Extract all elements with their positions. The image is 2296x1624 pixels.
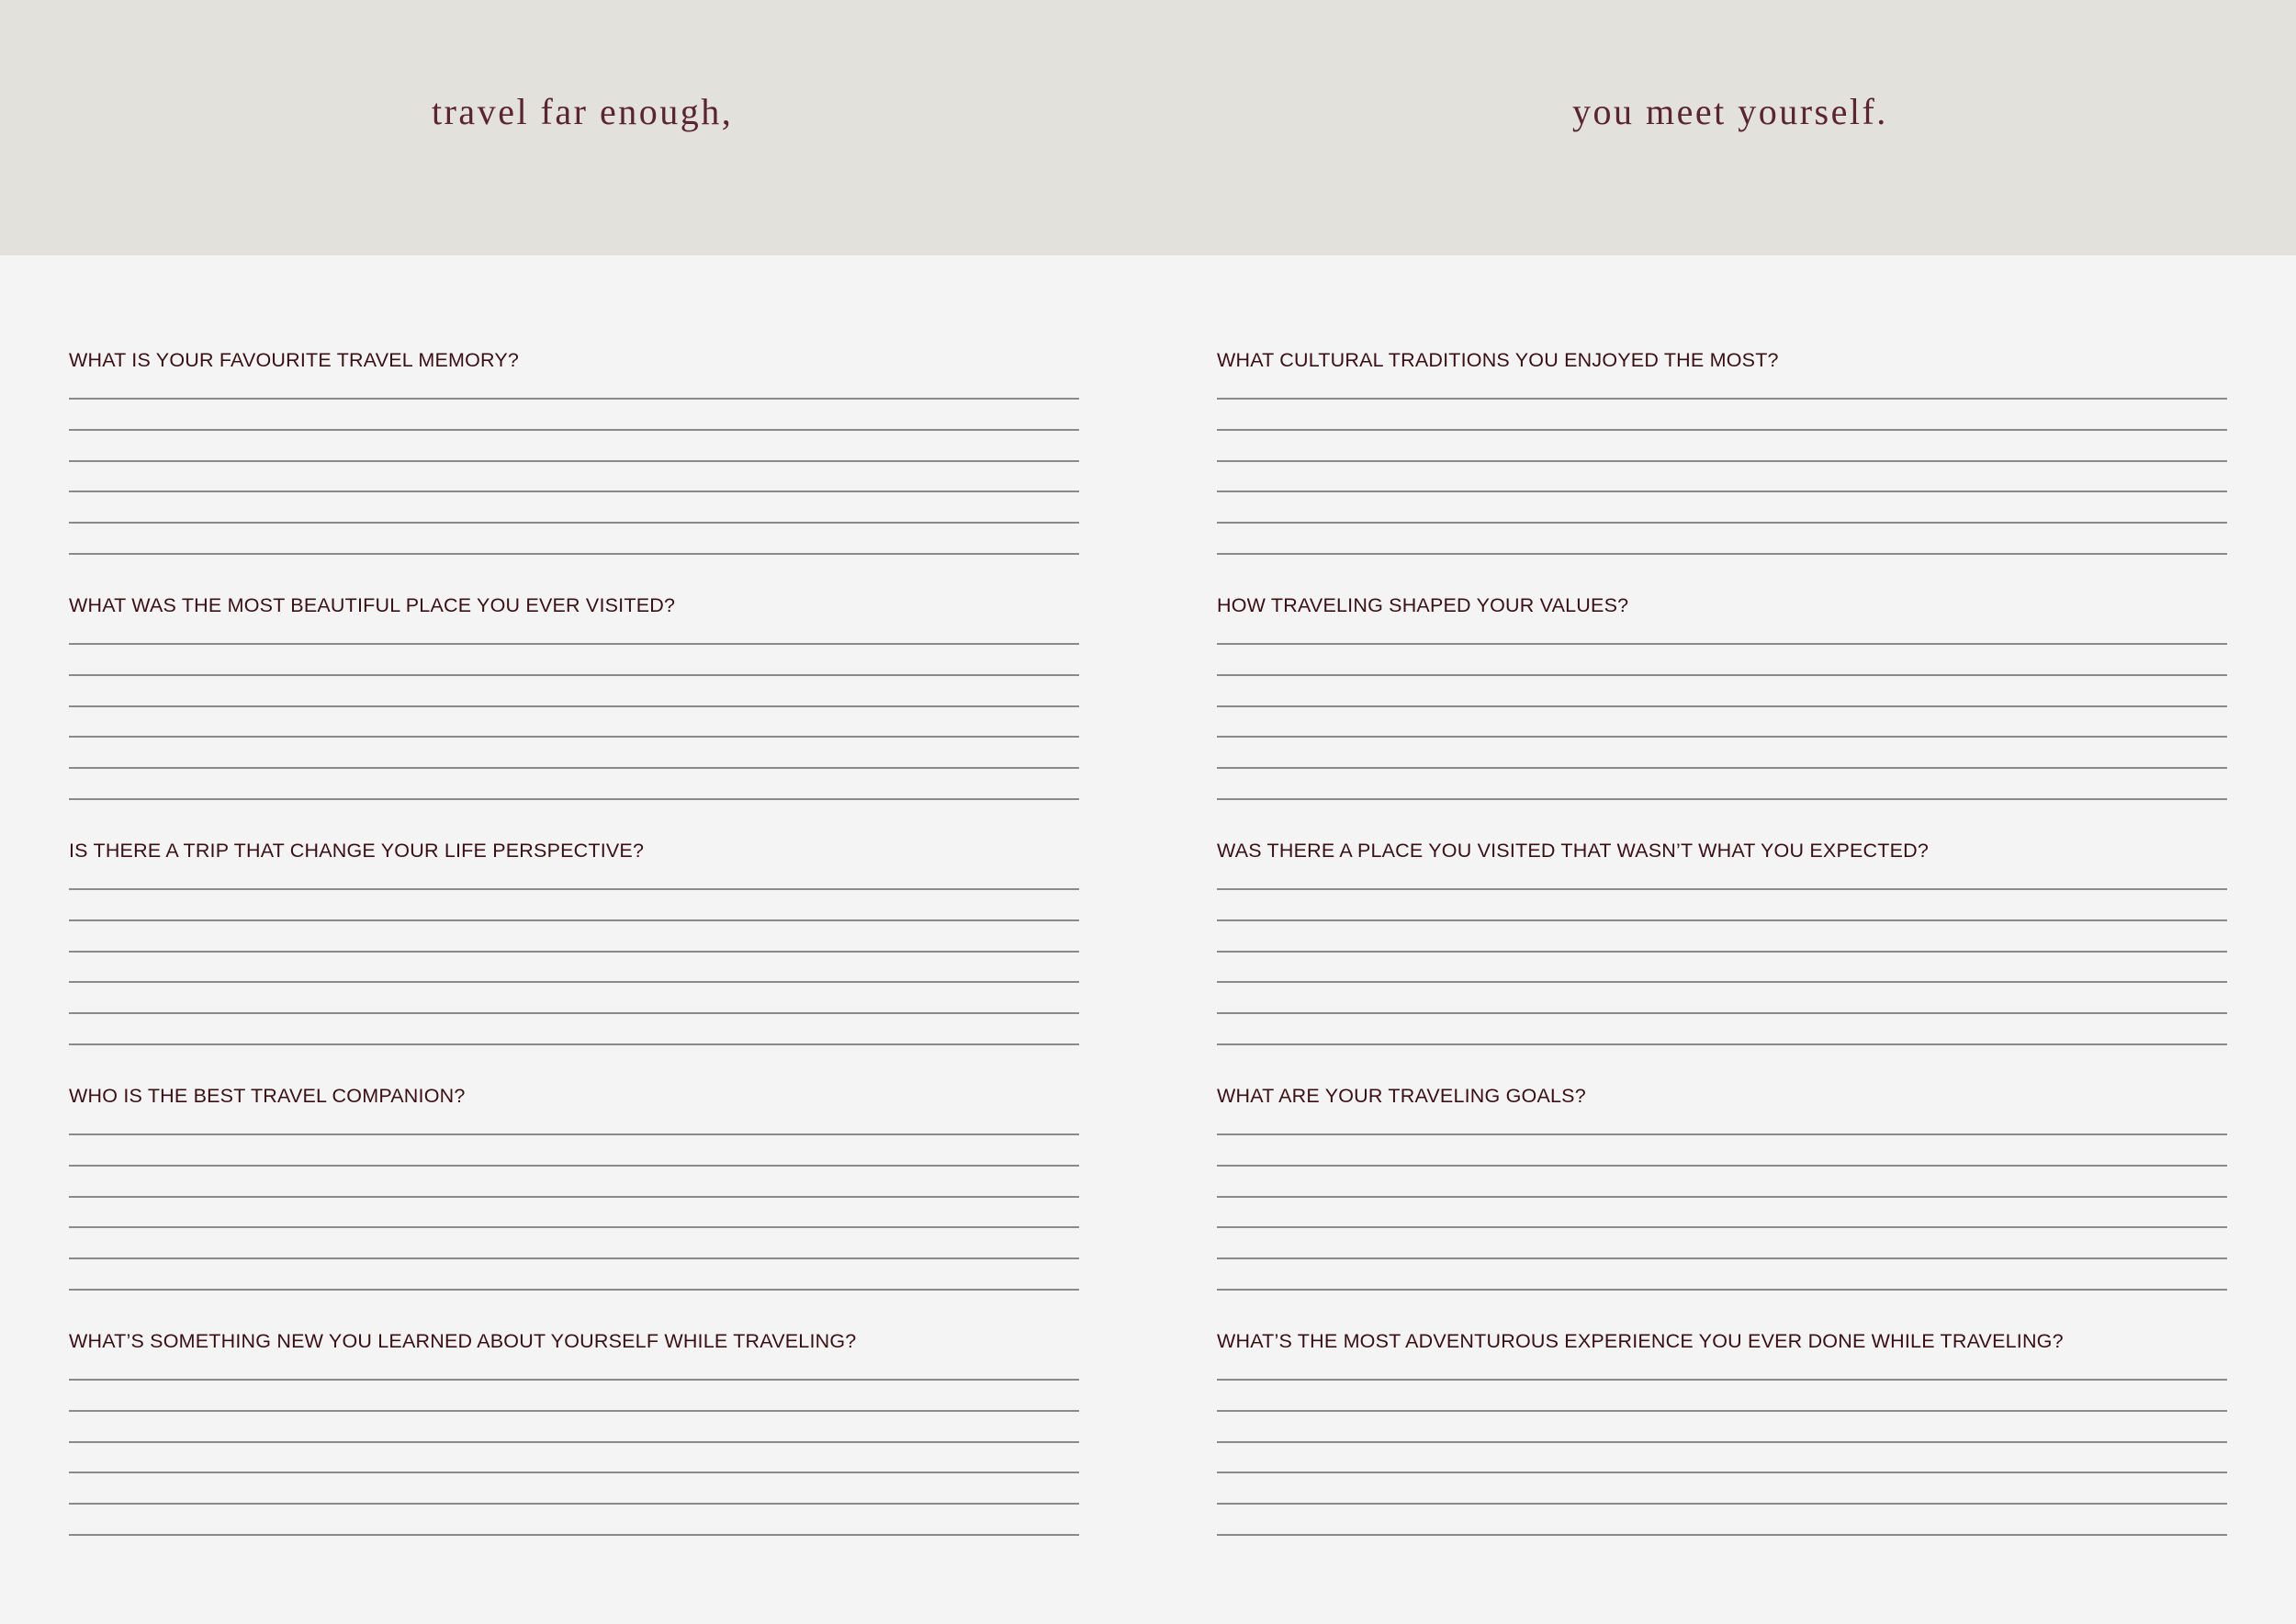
answer-line[interactable]: [1217, 1534, 2227, 1536]
answer-line[interactable]: [69, 1133, 1079, 1135]
answer-line[interactable]: [69, 1289, 1079, 1291]
answer-line[interactable]: [69, 1196, 1079, 1198]
answer-line[interactable]: [1217, 491, 2227, 492]
answer-line[interactable]: [1217, 553, 2227, 555]
question-block: [1217, 346, 2227, 558]
answer-line[interactable]: [69, 491, 1079, 492]
question-label: WHAT ARE YOUR TRAVELING GOALS?: [1217, 1085, 1586, 1107]
answer-line[interactable]: [1217, 705, 2227, 707]
answer-line[interactable]: [69, 919, 1079, 921]
question-label: WHAT’S SOMETHING NEW YOU LEARNED ABOUT YOURSELF WHILE TRAVELING?: [69, 1330, 857, 1352]
answer-line[interactable]: [69, 1165, 1079, 1167]
answer-line[interactable]: [1217, 951, 2227, 953]
answer-line[interactable]: [1217, 1196, 2227, 1198]
answer-line[interactable]: [1217, 1441, 2227, 1443]
answer-line[interactable]: [69, 951, 1079, 953]
question-label: WHO IS THE BEST TRAVEL COMPANION?: [69, 1085, 466, 1107]
answer-line[interactable]: [69, 736, 1079, 738]
answer-line[interactable]: [69, 767, 1079, 769]
question-block: [69, 837, 1079, 1048]
question-block: [1217, 1327, 2227, 1539]
tagline-right: you meet yourself.: [1572, 91, 1888, 132]
answer-line[interactable]: [1217, 1226, 2227, 1228]
answer-line[interactable]: [1217, 1289, 2227, 1291]
answer-line[interactable]: [69, 1410, 1079, 1412]
answer-line[interactable]: [69, 460, 1079, 462]
answer-line[interactable]: [69, 398, 1079, 400]
answer-line[interactable]: [69, 1012, 1079, 1014]
answer-line[interactable]: [69, 705, 1079, 707]
answer-line[interactable]: [1217, 1503, 2227, 1505]
answer-line[interactable]: [1217, 767, 2227, 769]
answer-line[interactable]: [69, 553, 1079, 555]
answer-line[interactable]: [1217, 429, 2227, 431]
question-block: [69, 1327, 1079, 1539]
answer-line[interactable]: [1217, 1257, 2227, 1259]
answer-line[interactable]: [1217, 1133, 2227, 1135]
answer-line[interactable]: [1217, 643, 2227, 645]
answer-line[interactable]: [1217, 1165, 2227, 1167]
tagline-left: travel far enough,: [432, 91, 734, 132]
answer-line[interactable]: [69, 522, 1079, 524]
question-label: WHAT WAS THE MOST BEAUTIFUL PLACE YOU EVER VISITED?: [69, 594, 676, 616]
answer-line[interactable]: [69, 1043, 1079, 1045]
answer-line[interactable]: [1217, 522, 2227, 524]
question-label: WHAT CULTURAL TRADITIONS YOU ENJOYED THE MOST?: [1217, 349, 1779, 371]
answer-line[interactable]: [69, 1472, 1079, 1473]
answer-line[interactable]: [69, 1503, 1079, 1505]
answer-line[interactable]: [1217, 398, 2227, 400]
question-label: WAS THERE A PLACE YOU VISITED THAT WASN’T WHAT YOU EXPECTED?: [1217, 840, 1930, 862]
answer-line[interactable]: [1217, 1043, 2227, 1045]
answer-line[interactable]: [69, 888, 1079, 890]
question-label: WHAT IS YOUR FAVOURITE TRAVEL MEMORY?: [69, 349, 520, 371]
answer-line[interactable]: [69, 1257, 1079, 1259]
answer-line[interactable]: [1217, 919, 2227, 921]
question-block: [1217, 592, 2227, 803]
answer-line[interactable]: [69, 1441, 1079, 1443]
answer-line[interactable]: [69, 643, 1079, 645]
answer-line[interactable]: [1217, 981, 2227, 983]
answer-line[interactable]: [1217, 1379, 2227, 1381]
answer-line[interactable]: [1217, 460, 2227, 462]
answer-line[interactable]: [69, 1226, 1079, 1228]
answer-line[interactable]: [1217, 736, 2227, 738]
question-block: [69, 592, 1079, 803]
question-block: [1217, 1082, 2227, 1293]
answer-line[interactable]: [1217, 1472, 2227, 1473]
answer-line[interactable]: [69, 981, 1079, 983]
question-block: [69, 346, 1079, 558]
answer-line[interactable]: [69, 429, 1079, 431]
answer-line[interactable]: [1217, 798, 2227, 800]
answer-line[interactable]: [1217, 1410, 2227, 1412]
answer-line[interactable]: [69, 1534, 1079, 1536]
answer-line[interactable]: [69, 674, 1079, 676]
answer-line[interactable]: [1217, 888, 2227, 890]
question-label: WHAT’S THE MOST ADVENTUROUS EXPERIENCE YOU EVER DONE WHILE TRAVELING?: [1217, 1330, 2064, 1352]
question-block: [1217, 837, 2227, 1048]
answer-line[interactable]: [1217, 674, 2227, 676]
answer-line[interactable]: [1217, 1012, 2227, 1014]
question-label: HOW TRAVELING SHAPED YOUR VALUES?: [1217, 594, 1629, 616]
question-block: [69, 1082, 1079, 1293]
question-label: IS THERE A TRIP THAT CHANGE YOUR LIFE PERSPECTIVE?: [69, 840, 645, 862]
header-banner: [0, 0, 2296, 255]
answer-line[interactable]: [69, 1379, 1079, 1381]
answer-line[interactable]: [69, 798, 1079, 800]
